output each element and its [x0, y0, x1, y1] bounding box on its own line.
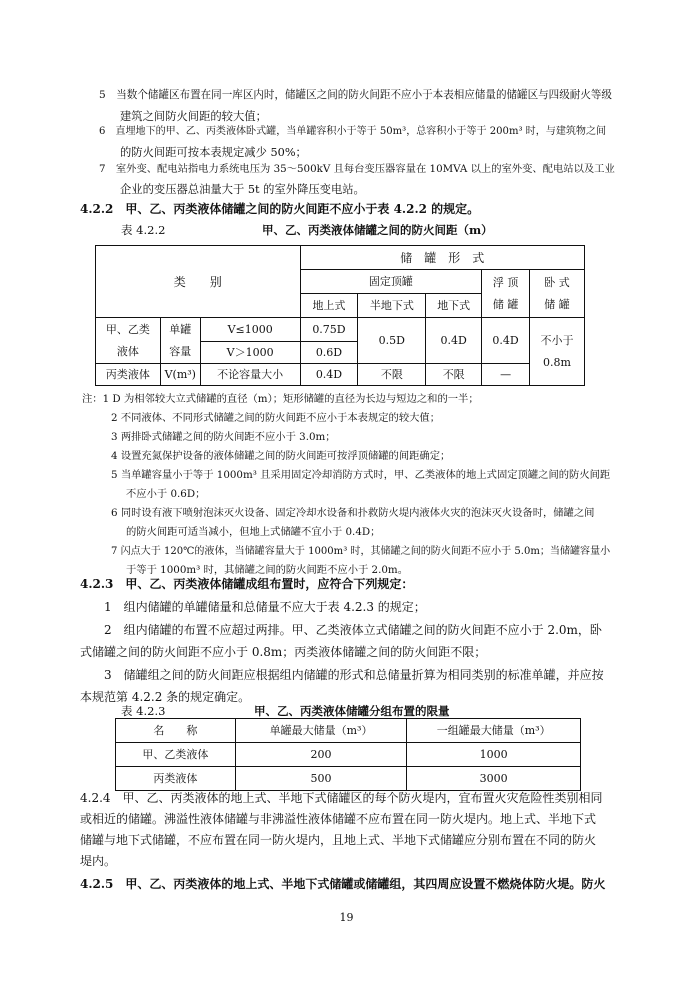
list-item-5b: 建筑之间防火间距的较大值； — [120, 110, 267, 123]
table-4-2-2 — [95, 245, 585, 386]
s424-line-3: 储罐与地下式储罐，不应布置在同一防火堤内，且地上式、半地下式储罐应分别布置在不同的防火 — [80, 833, 597, 847]
row-v-m3: V(m³) — [160, 364, 200, 386]
header-floating-l2: 储 罐 — [492, 297, 519, 311]
note-7a: 7 闪点大于 120℃的液体，当储罐容量大于 1000m³ 时，其储罐之间的防火间距不应小于 5.0m；当储罐容量小 — [111, 546, 611, 557]
section-4-2-2: 4.2.2 甲、乙、丙类液体储罐之间的防火间距不应小于表 4.2.2 的规定。 — [80, 202, 480, 216]
cell-hor-l1: 不小于 — [540, 333, 574, 347]
note-6a: 6 同时设有液下喷射泡沫灭火设备、固定冷却水设备和扑救防火堤内液体火灾的泡沫灭火设备时，储罐之间 — [111, 507, 595, 519]
t2-r1-name: 甲、乙类液体 — [116, 743, 236, 767]
header-fixed-roof: 固定顶罐 — [300, 270, 482, 294]
header-horizontal-l2: 储 罐 — [544, 297, 570, 311]
s424-line-4: 堤内。 — [80, 854, 117, 868]
note-1: 注：1 D 为相邻较大立式储罐的直径（m）；矩形储罐的直径为长边与短边之和的一半； — [82, 393, 479, 405]
header-floating-roof — [482, 270, 530, 318]
s424-line-2: 或相近的储罐。沸溢性液体储罐与非沸溢性液体储罐不应布置在同一防火堤内。地上式、半地下式 — [80, 812, 597, 826]
header-underground: 地下式 — [426, 294, 482, 318]
t2-header-name: 名 称 — [116, 719, 236, 743]
cell-04d-float: 0.4D — [482, 318, 530, 364]
header-floating-l1: 浮 顶 — [492, 275, 519, 289]
s423-item-2b: 式储罐之间的防火间距不应小于 0.8m；丙类液体储罐之间的防火间距不限； — [80, 645, 487, 659]
list-item-6a: 6 直埋地下的甲、乙、丙类液体卧式罐，当单罐容积小于等于 50m³，总容积小于等于 200m³ 时，与建筑物之间 — [99, 126, 607, 137]
s423-item-3a: 3 储罐组之间的防火间距应根据组内储罐的形式和总储量折算为相同类别的标准单罐，并应按 — [104, 668, 604, 682]
section-4-2-3: 4.2.3 甲、乙、丙类液体储罐成组布置时，应符合下列规定： — [80, 577, 414, 591]
s423-item-2a: 2 组内储罐的布置不应超过两排。甲、乙类液体立式储罐之间的防火间距不应小于 2.0m，卧 — [104, 623, 602, 637]
table-4-2-2-number: 表 4.2.2 — [121, 223, 166, 237]
list-item-7a: 7 室外变、配电站指电力系统电压为 35～500kV 且每台变压器容量在 10MVA 以上的室外变、配电站以及工业 — [99, 163, 615, 175]
row-class-ab — [96, 318, 161, 364]
cell-hor-l2: 0.8m — [543, 355, 571, 369]
cell-horizontal-value — [530, 318, 585, 386]
note-4: 4 设置充氮保护设备的液体储罐之间的防火间距可按浮顶储罐的间距确定； — [111, 450, 451, 462]
header-above-ground: 地上式 — [300, 294, 358, 318]
header-semi-underground: 半地下式 — [358, 294, 426, 318]
s423-item-1: 1 组内储罐的单罐储量和总储量不应大于表 4.2.3 的规定； — [104, 600, 426, 614]
page-number: 19 — [339, 911, 354, 924]
row-class-ab-l2: 液体 — [116, 344, 139, 358]
row-unit-l2: 容量 — [169, 344, 192, 358]
row-class-c: 丙类液体 — [96, 364, 161, 386]
cell-06d: 0.6D — [300, 342, 358, 364]
cell-nolimit-under: 不限 — [426, 364, 482, 386]
note-2: 2 不同液体、不同形式储罐之间的防火间距不应小于本表规定的较大值； — [111, 412, 441, 424]
s423-item-3b: 本规范第 4.2.2 条的规定确定。 — [80, 690, 251, 704]
cell-04d-c: 0.4D — [300, 364, 358, 386]
s424-line-1: 4.2.4 甲、乙、丙类液体的地上式、半地下式储罐区的每个防火堤内，宜布置火灾危险性类别相同 — [80, 791, 603, 805]
header-horizontal — [530, 270, 585, 318]
row-class-ab-l1: 甲、乙类 — [105, 322, 150, 336]
t2-r2-name: 丙类液体 — [116, 767, 236, 791]
table-4-2-3 — [115, 718, 581, 791]
cell-075d: 0.75D — [300, 318, 358, 342]
cell-dash: — — [482, 364, 530, 386]
table-4-2-2-title: 甲、乙、丙类液体储罐之间的防火间距（m） — [262, 223, 493, 237]
cell-nolimit-semi: 不限 — [358, 364, 426, 386]
t2-r1-single: 200 — [235, 743, 407, 767]
note-5a: 5 当单罐容量小于等于 1000m³ 且采用固定冷却消防方式时，甲、乙类液体的地上式固定顶罐之间的防火间距 — [111, 469, 611, 481]
t2-header-group: 一组罐最大储量（m³） — [407, 719, 581, 743]
note-6b: 的防火间距可适当减小，但地上式储罐不宜小于 0.4D； — [126, 526, 381, 538]
list-item-6b: 的防火间距可按本表规定减少 50%； — [120, 146, 307, 159]
note-3: 3 两排卧式储罐之间的防火间距不应小于 3.0m； — [111, 431, 336, 443]
table-4-2-3-number: 表 4.2.3 — [121, 704, 166, 718]
header-tank-form: 储 罐 形 式 — [300, 246, 584, 270]
list-item-7b: 企业的变压器总油量大于 5t 的室外降压变电站。 — [120, 183, 365, 196]
note-7b: 于等于 1000m³ 时，其储罐之间的防火间距不应小于 2.0m。 — [126, 564, 408, 576]
row-v-gt-1000: V＞1000 — [200, 342, 300, 364]
row-any-capacity: 不论容量大小 — [200, 364, 300, 386]
cell-04d-under: 0.4D — [426, 318, 482, 364]
row-unit-capacity — [160, 318, 200, 364]
row-unit-l1: 单罐 — [169, 322, 192, 336]
t2-r1-group: 1000 — [407, 743, 581, 767]
header-horizontal-l1: 卧 式 — [544, 275, 570, 289]
section-4-2-5: 4.2.5 甲、乙、丙类液体的地上式、半地下式储罐或储罐组，其四周应设置不燃烧体防火堤。防火 — [80, 877, 606, 891]
header-category: 类 别 — [96, 246, 301, 318]
t2-r2-single: 500 — [235, 767, 407, 791]
note-5b: 不应小于 0.6D； — [126, 488, 206, 500]
table-4-2-3-title: 甲、乙、丙类液体储罐分组布置的限量 — [254, 704, 450, 718]
row-v-le-1000: V≤1000 — [200, 318, 300, 342]
t2-header-single: 单罐最大储量（m³） — [235, 719, 407, 743]
cell-05d: 0.5D — [358, 318, 426, 364]
t2-r2-group: 3000 — [407, 767, 581, 791]
table-row — [116, 743, 581, 767]
list-item-5a: 5 当数个储罐区布置在同一库区内时，储罐区之间的防火间距不应小于本表相应储量的储罐区与四级耐火等级 — [99, 89, 612, 101]
